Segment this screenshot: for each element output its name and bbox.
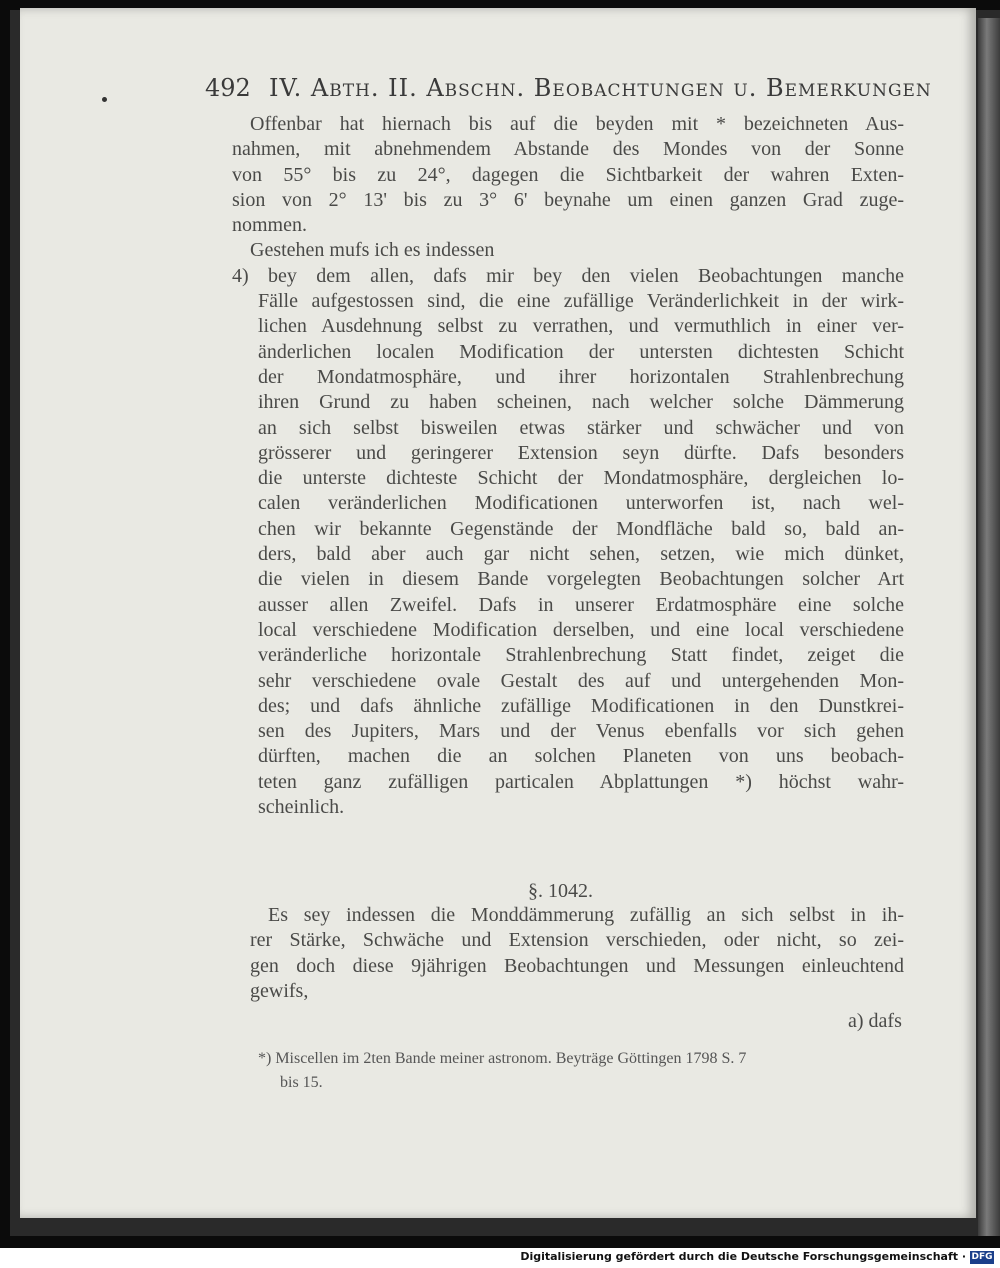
text-line: an sich selbst bisweilen etwas stärker und schwächer und von	[258, 416, 904, 439]
text-line: sehr verschiedene ovale Gestalt des auf und untergehenden Mon-	[258, 669, 904, 692]
text-line: die unterste dichteste Schicht der Mondatmosphäre, dergleichen lo-	[258, 467, 904, 490]
text-line: grösserer und geringerer Extension seyn dürfte. Dafs besonders	[258, 441, 904, 464]
ink-speck	[102, 97, 107, 102]
text-line: teten ganz zufälligen particalen Abplattungen *) höchst wahr-	[258, 770, 904, 793]
text-line: lichen Ausdehnung selbst zu verrathen, und vermuthlich in einer ver-	[258, 315, 904, 338]
text-line: ihren Grund zu haben scheinen, nach welcher solche Dämmerung	[258, 391, 904, 414]
catchword: a) dafs	[848, 1010, 902, 1032]
text-line: local verschiedene Modification derselben, und eine local verschiedene	[258, 618, 904, 641]
text-line: rer Stärke, Schwäche und Extension verschieden, oder nicht, so zei-	[250, 929, 904, 952]
dfg-logo: DFG	[971, 1252, 993, 1262]
text-line: 4) bey dem allen, dafs mir bey den vielen Beobachtungen manche	[232, 264, 904, 287]
text-line: calen veränderlichen Modificationen unterworfen ist, nach wel-	[258, 492, 904, 515]
footnote	[258, 1047, 906, 1095]
main-text	[232, 112, 904, 820]
text-line: Fälle aufgestossen sind, die eine zufällige Veränderlichkeit in der wirk-	[258, 290, 904, 313]
main-text-continued	[250, 903, 904, 1004]
text-line: chen wir bekannte Gegenstände der Mondfläche bald so, bald an-	[258, 517, 904, 540]
text-line: Gestehen mufs ich es indessen	[250, 239, 495, 262]
text-line: nommen.	[232, 214, 307, 237]
page-number: 492	[205, 74, 251, 102]
book-spine	[978, 18, 1000, 1236]
text-line: die vielen in diesem Bande vorgelegten Beobachtungen solcher Art	[258, 568, 904, 591]
text-line: ders, bald aber auch gar nicht sehen, setzen, wie mich dünket,	[258, 543, 904, 566]
text-line: gen doch diese 9jährigen Beobachtungen und Messungen einleuchtend	[250, 954, 904, 977]
text-line: nahmen, mit abnehmendem Abstande des Mondes von der Sonne	[232, 138, 904, 161]
text-line: der Mondatmosphäre, und ihrer horizontalen Strahlenbrechung	[258, 365, 904, 388]
text-line: sen des Jupiters, Mars und der Venus ebenfalls vor sich gehen	[258, 720, 904, 743]
footnote-line: *) Miscellen im 2ten Bande meiner astronom. Beyträge Göttingen 1798 S. 7	[258, 1050, 747, 1067]
text-line: gewifs,	[250, 979, 309, 1002]
text-line: ausser allen Zweifel. Dafs in unserer Erdatmosphäre eine solche	[258, 593, 904, 616]
footnote-line: bis 15.	[280, 1074, 323, 1091]
text-line: sion von 2° 13' bis zu 3° 6' beynahe um einen ganzen Grad zuge-	[232, 188, 904, 211]
running-head: IV. Abth. II. Abschn. Beobachtungen u. Bemerkungen	[269, 74, 932, 102]
text-line: von 55° bis zu 24°, dagegen die Sichtbarkeit der wahren Exten-	[232, 163, 904, 186]
funding-credit: Digitalisierung gefördert durch die Deutsche Forschungsgemeinschaft ·	[520, 1250, 966, 1263]
text-line: des; und dafs ähnliche zufällige Modificationen in den Dunstkrei-	[258, 694, 904, 717]
text-line: scheinlich.	[258, 796, 345, 819]
page-header	[205, 74, 932, 108]
text-line: veränderliche horizontale Strahlenbrechung Statt findet, zeiget die	[258, 644, 904, 667]
text-line: Offenbar hat hiernach bis auf die beyden mit * bezeichneten Aus-	[250, 113, 904, 135]
section-number: §. 1042.	[528, 880, 593, 902]
text-line: änderlichen localen Modification der untersten dichtesten Schicht	[258, 340, 904, 363]
text-line: Es sey indessen die Monddämmerung zufällig an sich selbst in ih-	[268, 904, 904, 926]
text-line: dürften, machen die an solchen Planeten von uns beobach-	[258, 745, 904, 768]
